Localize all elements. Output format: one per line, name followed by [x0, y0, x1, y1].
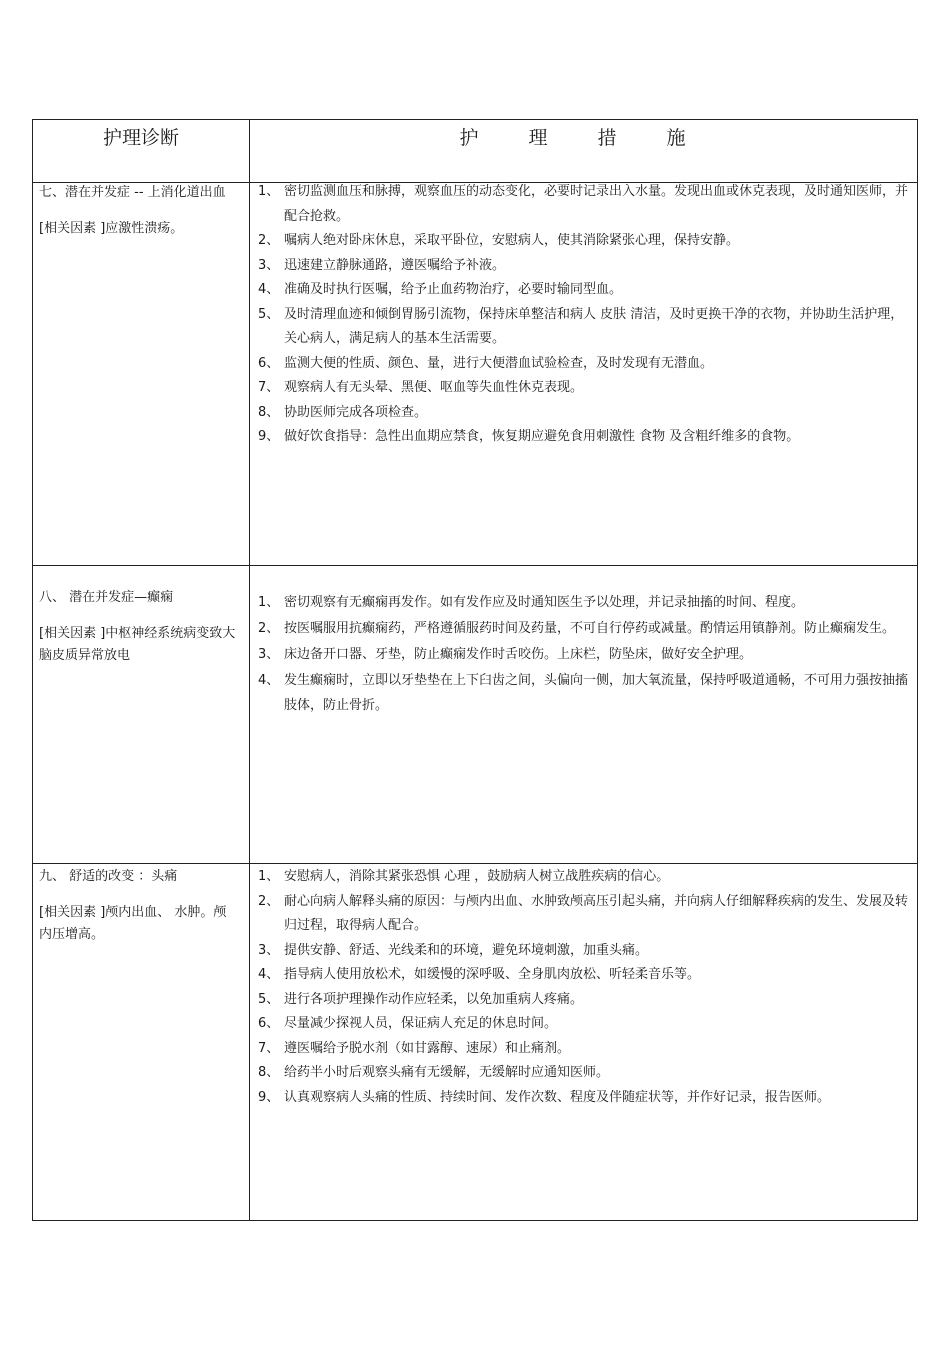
list-item: 4、 准确及时执行医嘱，给予止血药物治疗，必要时输同型血。 — [258, 282, 623, 297]
measures-list-8 — [258, 590, 908, 719]
list-item: 5、 及时清理血迹和倾倒胃肠引流物，保持床单整洁和病人 皮肤 清洁，及时更换干净的衣物，并协助生活护理，关心病人，满足病人的基本生活需要。 — [258, 306, 904, 346]
list-item: 8、 给药半小时后观察头痛有无缓解，无缓解时应通知医师。 — [258, 1065, 610, 1080]
nursing-care-table — [32, 119, 918, 1221]
list-item: 7、 遵医嘱给予脱水剂（如甘露醇、速尿）和止痛剂。 — [258, 1040, 571, 1056]
list-item: 1、 安慰病人，消除其紧张恐惧 心理 ，鼓励病人树立战胜疾病的信心。 — [258, 869, 670, 884]
list-item: 9、 做好饮食指导：急性出血期应禁食，恢复期应避免食用刺激性 食物 及含粗纤维多的食物。 — [258, 429, 800, 444]
diagnosis-title: 八、 潜在并发症—癫痫 — [39, 590, 174, 605]
list-item: 2、 嘱病人绝对卧床休息，采取平卧位，安慰病人，使其消除紧张心理，保持安静。 — [258, 233, 740, 248]
list-item: 4、 指导病人使用放松术，如缓慢的深呼吸、全身肌肉放松、听轻柔音乐等。 — [258, 967, 701, 982]
measures-list-7 — [258, 180, 908, 450]
list-item: 3、 提供安静、舒适、光线柔和的环境，避免环境刺激，加重头痛。 — [258, 942, 649, 958]
row-divider — [33, 863, 917, 864]
list-item: 4、 发生癫痫时，立即以牙垫垫在上下臼齿之间，头偏向一侧，加大氧流量，保持呼吸道通畅，不可用力强按抽搐肢体，防止骨折。 — [258, 673, 909, 713]
list-item: 6、 尽量减少探视人员，保证病人充足的休息时间。 — [258, 1016, 558, 1031]
row-divider — [33, 565, 917, 566]
related-factor: [相关因素 ]应激性溃疡。 — [39, 221, 184, 236]
related-factor: [相关因素 ]中枢神经系统病变致大脑皮质异常放电 — [39, 626, 236, 663]
list-item: 8、 协助医师完成各项检查。 — [258, 404, 428, 420]
diagnosis-title: 七、潜在并发症 -- 上消化道出血 — [39, 185, 226, 200]
diagnosis-title: 九、 舒适的改变 ：头痛 — [39, 869, 178, 884]
list-item: 2、 耐心向病人解释头痛的原因：与颅内出血、水肿致颅高压引起头痛，并向病人仔细解释疾病的发生、发展及转归过程，取得病人配合。 — [258, 893, 909, 933]
measures-list-9 — [258, 865, 908, 1110]
column-divider — [249, 120, 250, 1220]
diagnosis-cell-9 — [39, 866, 239, 946]
list-item: 6、 监测大便的性质、颜色、量，进行大便潜血试验检查，及时发现有无潜血。 — [258, 355, 714, 371]
list-item: 3、 迅速建立静脉通路，遵医嘱给予补液。 — [258, 257, 506, 273]
list-item: 1、 密切监测血压和脉搏，观察血压的动态变化，必要时记录出入水量。发现出血或休克表现，及时通知医师，并配合抢救。 — [258, 184, 909, 224]
list-item: 9、 认真观察病人头痛的性质、持续时间、发作次数、程度及伴随症状等，并作好记录，报告医师。 — [258, 1089, 831, 1105]
list-item: 5、 进行各项护理操作动作应轻柔，以免加重病人疼痛。 — [258, 991, 584, 1007]
diagnosis-cell-8 — [39, 587, 239, 667]
list-item: 7、 观察病人有无头晕、黑便、呕血等失血性休克表现。 — [258, 380, 584, 395]
related-factor: [相关因素 ]颅内出血、 水肿。颅内压增高。 — [39, 905, 227, 942]
list-item: 1、 密切观察有无癫痫再发作。如有发作应及时通知医生予以处理，并记录抽搐的时间、程度。 — [258, 595, 805, 610]
list-item: 3、 床边备开口器、牙垫，防止癫痫发作时舌咬伤。上床栏，防坠床，做好安全护理。 — [258, 647, 753, 662]
header-diagnosis: 护理诊断 — [102, 127, 179, 149]
list-item: 2、 按医嘱服用抗癫痫药，严格遵循服药时间及药量，不可自行停药或减量。酌情运用镇静剂。防止癫痫发生。 — [258, 621, 896, 636]
diagnosis-cell-7 — [39, 182, 239, 240]
header-measures: 护 理 措 施 — [459, 127, 708, 149]
